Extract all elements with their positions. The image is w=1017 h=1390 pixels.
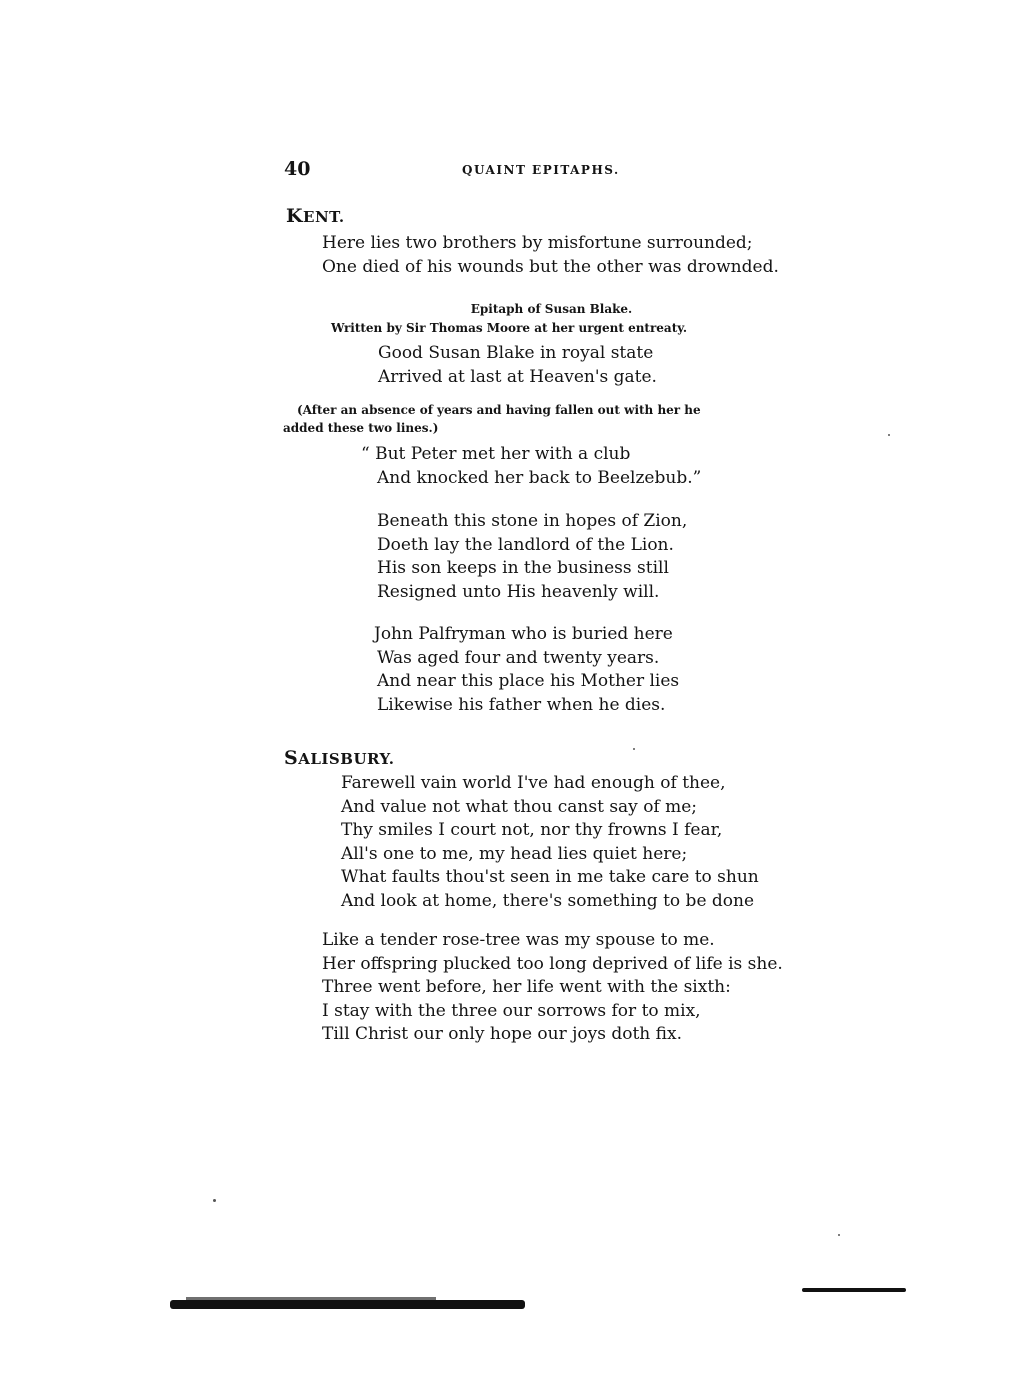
verse-line: Her offspring plucked too long deprived of life is she.	[322, 953, 783, 974]
section-heading-salisbury	[284, 747, 395, 769]
kent-verse	[322, 232, 779, 279]
verse-line: Was aged four and twenty years.	[377, 647, 660, 668]
added-lines-verse	[361, 443, 701, 490]
scan-speck	[633, 748, 635, 750]
salisbury-verse	[341, 772, 759, 913]
verse-line: And look at home, there's something to be done	[341, 890, 755, 911]
verse-line: Arrived at last at Heaven's gate.	[378, 366, 657, 387]
scan-edge-artifact	[186, 1297, 436, 1300]
verse-line: I stay with the three our sorrows for to mix,	[322, 1000, 701, 1021]
verse-line: And near this place his Mother lies	[377, 671, 680, 691]
scan-edge-artifact	[802, 1288, 906, 1292]
section-heading-kent	[286, 205, 345, 227]
palfryman-verse	[374, 623, 679, 717]
scan-speck	[888, 434, 890, 436]
running-title: QUAINT EPITAPHS.	[462, 163, 620, 177]
verse-line: One died of his wounds but the other was drownded.	[322, 256, 779, 277]
susan-blake-verse	[378, 342, 657, 389]
verse-line: Beneath this stone in hopes of Zion,	[377, 511, 688, 531]
verse-line: Here lies two brothers by misfortune surrounded;	[322, 233, 753, 253]
verse-line: Like a tender rose-tree was my spouse to me.	[322, 930, 715, 950]
verse-line: And value not what thou canst say of me;	[341, 796, 698, 817]
scan-speck	[213, 1199, 216, 1202]
epitaph-title: Epitaph of Susan Blake.	[470, 302, 633, 316]
verse-line: Farewell vain world I've had enough of thee,	[341, 773, 726, 793]
epitaph-subtitle: Written by Sir Thomas Moore at her urgent entreaty.	[331, 321, 688, 335]
verse-line: Good Susan Blake in royal state	[378, 343, 654, 363]
heading-rest: ALISBURY.	[298, 750, 395, 768]
verse-line: Doeth lay the landlord of the Lion.	[377, 534, 674, 555]
note-line: added these two lines.)	[283, 421, 439, 435]
page-number: 40	[284, 158, 311, 180]
verse-line: Resigned unto His heavenly will.	[377, 581, 660, 602]
scan-edge-artifact	[170, 1300, 525, 1309]
heading-initial: S	[284, 747, 299, 769]
editorial-note	[283, 401, 701, 437]
verse-line: All's one to me, my head lies quiet here;	[341, 843, 688, 864]
scan-speck	[838, 1234, 840, 1236]
verse-line: What faults thou'st seen in me take care to shun	[341, 867, 759, 887]
verse-line: “ But Peter met her with a club	[361, 444, 631, 464]
verse-line: John Palfryman who is buried here	[374, 624, 673, 644]
heading-initial: K	[286, 205, 304, 227]
heading-rest: ENT.	[303, 208, 345, 226]
verse-line: Thy smiles I court not, nor thy frowns I fear,	[341, 820, 723, 840]
verse-line: Likewise his father when he dies.	[377, 694, 666, 715]
verse-line: Three went before, her life went with the sixth:	[322, 977, 731, 997]
note-line: (After an absence of years and having fallen out with her he	[297, 403, 701, 417]
verse-line: His son keeps in the business still	[377, 558, 669, 578]
rose-tree-verse	[322, 929, 783, 1047]
verse-line: And knocked her back to Beelzebub.”	[377, 467, 702, 488]
verse-line: Till Christ our only hope our joys doth fix.	[322, 1024, 682, 1044]
lion-verse	[377, 510, 687, 604]
